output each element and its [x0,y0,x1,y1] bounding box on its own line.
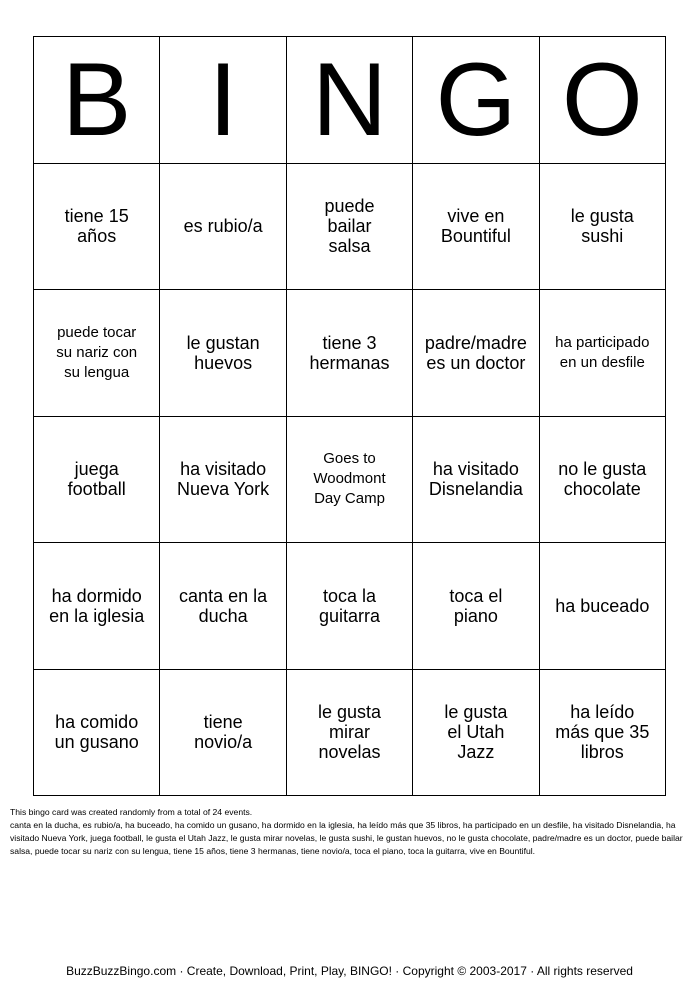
bingo-cell [413,290,539,417]
header-letter-n: N [287,37,413,164]
cell-text: es rubio/a [183,216,263,237]
bingo-cell [160,164,286,291]
bingo-cell [160,290,286,417]
cell-text: le gustan huevos [186,332,260,373]
cell-text: ha visitado Disnelandia [428,459,523,500]
bingo-cell [540,670,666,797]
bingo-cell [540,543,666,670]
cell-text: tiene 3 hermanas [309,332,390,373]
header-letter-b: B [34,37,160,164]
header-letter-i: I [160,37,286,164]
cell-text: no le gusta chocolate [558,459,647,500]
cell-text: ha leído más que 35 libros [555,702,650,763]
note-event-list: canta en la ducha, es rubio/a, ha buceado, ha comido un gusano, ha dormido en la iglesia, ha leído más que 35 libros, ha participado en un desfile, ha visitado Disnelandia, ha visitado Nueva York, juega football, le gusta el Utah Jazz, le gusta mirar novelas, le gusta sushi, le gustan huevos, no le gusta chocolate, padre/madre es un doctor, puede bailar salsa, puede tocar su nariz con su lengua, tiene 15 años, tiene 3 hermanas, tiene novio/a, toca el piano, toca la guitarra, vive en Bountiful. [10,820,683,856]
cell-text: tiene 15 años [64,206,129,247]
event-note [10,806,694,858]
cell-text: canta en la ducha [179,585,268,626]
bingo-cell [34,290,160,417]
bingo-cell [160,417,286,544]
bingo-cell [413,543,539,670]
cell-text: ha buceado [555,595,650,616]
bingo-cell [34,417,160,544]
cell-text: tiene novio/a [194,712,253,753]
cell-text: ha participado en un desfile [555,333,650,371]
cell-text: ha visitado Nueva York [177,459,270,500]
note-summary: This bingo card was created randomly from a total of 24 events. [10,807,253,817]
cell-text: toca la guitarra [318,585,380,626]
bingo-cell [160,543,286,670]
bingo-cell [540,417,666,544]
cell-text: puede bailar salsa [324,196,375,257]
bingo-cell [287,670,413,797]
cell-text: Goes to Woodmont Day Camp [313,450,386,508]
cell-text: le gusta el Utah Jazz [444,702,508,763]
cell-text: le gusta mirar novelas [317,702,382,763]
bingo-cell [540,290,666,417]
bingo-cell [413,164,539,291]
header-letter-g: G [413,37,539,164]
cell-text: ha dormido en la iglesia [49,585,145,626]
bingo-card [33,36,666,796]
bingo-cell [34,543,160,670]
cell-text: puede tocar su nariz con su lengua [56,323,138,381]
bingo-cell [34,670,160,797]
cell-text: ha comido un gusano [54,712,139,753]
bingo-cell [287,417,413,544]
cell-text: toca el piano [449,585,503,626]
cell-text: vive en Bountiful [440,206,511,247]
bingo-cell [287,290,413,417]
bingo-cell [160,670,286,797]
cell-text: le gusta sushi [570,206,634,247]
bingo-cell [34,164,160,291]
header-letter-o: O [540,37,666,164]
bingo-cell [287,543,413,670]
footer-credit: BuzzBuzzBingo.com · Create, Download, Print, Play, BINGO! · Copyright © 2003-2017 · All rights reserved [66,964,633,978]
bingo-cell [413,670,539,797]
cell-text: juega football [67,459,126,500]
cell-text: padre/madre es un doctor [424,332,527,373]
bingo-cell [540,164,666,291]
bingo-cell [287,164,413,291]
bingo-cell [413,417,539,544]
